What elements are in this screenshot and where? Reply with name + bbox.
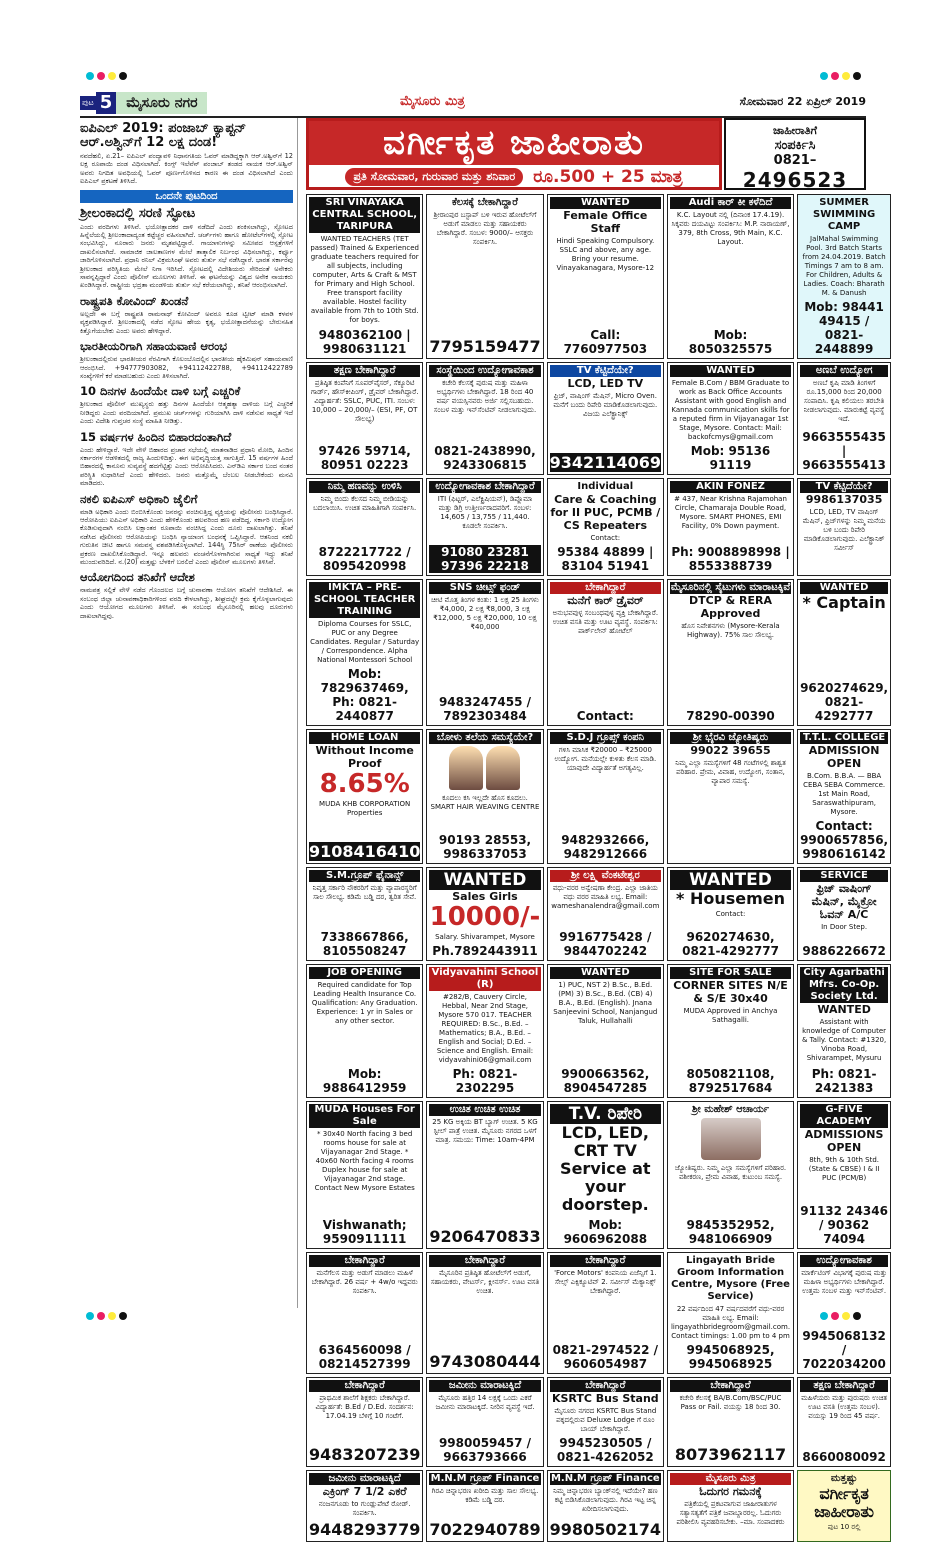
story-headline: 10 ದಿನಗಳ ಹಿಂದೆಯೇ ದಾಳಿ ಬಗ್ಗೆ ಎಚ್ಚರಿಕೆ (80, 384, 241, 399)
ad-body: 22 ವರ್ಷದಿಂದ 47 ವರ್ಷದವರೆಗೆ ವಧು-ವರರ ಮಾಹಿತಿ ಲಭ್ಯ. Email: lingayathbridegroom@gmail.com. Contact timings: 1.00 pm to 4 pm (670, 1305, 791, 1340)
classified-ad (306, 579, 423, 726)
ad-heading: HOME LOAN (309, 732, 420, 744)
ad-body: ಅಣಬೆ ಕೃಷಿ ಮಾಡಿ ತಿಂಗಳಿಗೆ ರೂ.15,000 ರಿಂದ 20,000 ಸಂಪಾದಿಸಿ. ಕೃಷಿ ಕಲಿಯಲು ತರಬೇತಿ ನೀಡಲಾಗುವುದು. ಮಾರುಕಟ್ಟೆ ವ್ಯವಸ್ಥೆ ಇದೆ. (803, 379, 885, 423)
ad-body: ನಿವೃತ್ತ ಸರ್ಕಾರಿ ನೌಕರರಿಗೆ ಮತ್ತು ವ್ಯಾಪಾರಸ್ಥರಿಗೆ ಸಾಲ ಸೌಲಭ್ಯ. ಕಡಿಮೆ ಬಡ್ಡಿ ದರ, ತ್ವರಿತ ಸೇವೆ. (312, 884, 417, 901)
ad-heading: G-FIVE ACADEMY (800, 1104, 888, 1128)
ad-subheading: ಓದುಗರ ಗಮನಕ್ಕೆ (699, 1485, 762, 1498)
ad-heading: M.N.M ಗ್ರೂಪ್ Finance (550, 1473, 660, 1484)
ad-phone: 9108416410 (309, 842, 421, 861)
ad-heading: ಜಮೀನು ಮಾರಾಟಕ್ಕಿದೆ (429, 1380, 540, 1392)
ad-heading: ಉದ್ಯೋಗಾವಕಾಶ ಬೇಕಾಗಿದ್ದಾರೆ (429, 481, 540, 493)
classified-ad (306, 964, 423, 1098)
ad-subheading: CORNER SITES N/E & S/E 30x40 (673, 979, 788, 1005)
ad-phone: Mob: 8050325575 (688, 328, 773, 356)
classified-ad (306, 729, 423, 864)
ad-body: LCD, LED, TV ವಾಷಿಂಗ್ ಮೆಷಿನ್, ಫ್ರಿಜ್‌ಗಳನ್ನು ನಿಮ್ಮ ಮನೆಯ ಬಳಿ ಬಂದು ರಿಪೇರಿ ಮಾಡಿಕೊಡಲಾಗುವುದು. ಎಲೆಕ್ಟ್ರಾನಿಕ್ ಸರ್ವೀಸ್ (802, 508, 886, 552)
ad-body: ಮಹಿಳೆಯರು ಮತ್ತು ಪುರುಷರು ಉಚಿತ ಊಟ ವಸತಿ (ಉತ್ತಮ ಸಂಬಳ). ವಯಸ್ಸು 19 ರಿಂದ 45 ವರ್ಷ. (801, 1394, 887, 1420)
ad-subheading: LCD, LED, CRT TV Service at your doorstep. (560, 1123, 651, 1214)
ad-phone: Mob: 7829637469, Ph: 0821-2440877 (320, 667, 409, 723)
classified-ad (547, 1252, 664, 1374)
ad-phone: 9620274630, 0821-4292777 (682, 930, 779, 958)
ad-phone: 7795159477 (429, 337, 541, 356)
classified-ad (426, 867, 543, 961)
story-headline: 15 ವರ್ಷಗಳ ಹಿಂದಿನ ಬಿಹಾರದಂತಾಗಿದೆ (80, 429, 232, 444)
issue-date: ಸೋಮವಾರ 22 ಏಪ್ರಿಲ್ 2019 (739, 95, 866, 108)
ad-phone: 8660080092 (802, 1450, 886, 1464)
ad-price: 8.65% (319, 769, 410, 799)
ad-body: ಮಾರ್ಕೆಟಿಂಗ್ ವಿಭಾಗಕ್ಕೆ ಪುರುಷ ಮತ್ತು ಮಹಿಳಾ ಅಭ್ಯರ್ಥಿಗಳು ಬೇಕಾಗಿದ್ದಾರೆ. ಉತ್ತಮ ಸಂಬಳ ಮತ್ತು ಇನ್‌ಸೆಂಟಿವ್. (801, 1269, 887, 1295)
classified-ad (797, 867, 891, 961)
page-number-block (80, 92, 207, 114)
ad-phone: 9342114069 (549, 453, 661, 472)
ad-body: K.C. Layout ನಲ್ಲಿ (ದಿನಾಂಕ 17.4.19). ಸಿಕ್ಕವರು ದಯವಿಟ್ಟು ಸಂಪರ್ಕಿಸಿ: M.P. ನಾರಾಯಣ್, 379, 8th Cross, 9th Main, K.C. Layout. (671, 211, 790, 246)
classified-ad (306, 362, 423, 475)
ad-phone: 9480362100 | 9980631121 (318, 328, 411, 356)
story-body: ಎಂದು ವರದಿಗಳು ತಿಳಿಸಿವೆ. ಭಯೋತ್ಪಾದಕರ ದಾಳಿ ನಡೆದಿದೆ ಎಂದು ಶಂಕಿಸಲಾಗಿದ್ದು, ಸ್ಫೋಟದ ಹಿನ್ನೆಲೆಯಲ್ಲಿ ಶ್ರೀಲಂಕಾದಾದ್ಯಂತ ಕಟ್ಟೆಚ್ಚರ ವಹಿಸಲಾಗಿದೆ. ಚರ್ಚ್‌ಗಳು ಹಾಗೂ ಹೋಟೆಲ್‌ಗಳಲ್ಲಿ ಸ್ಫೋಟ ಸಂಭವಿಸಿದ್ದು, ನೂರಾರು ಜನರು ಮೃತಪಟ್ಟಿದ್ದಾರೆ. ಗಾಯಾಳುಗಳನ್ನು ಸಮೀಪದ ಆಸ್ಪತ್ರೆಗಳಿಗೆ ದಾಖಲಿಸಲಾಗಿದೆ. ಸಾಮಾಜಿಕ ಜಾಲತಾಣಗಳ ಮೇಲೆ ತಾತ್ಕಾಲಿಕ ನಿರ್ಬಂಧ ವಿಧಿಸಲಾಗಿದ್ದು, ಕರ್ಫ್ಯೂ ಜಾರಿಗೊಳಿಸಲಾಗಿದೆ. ಪ್ರಧಾನಿ ರನಿಲ್ ವಿಕ್ರಮಸಿಂಘೆ ಅವರು ತುರ್ತು ಸಭೆ ನಡೆಸಿದ್ದಾರೆ. ಭಾರತ ಸರ್ಕಾರವು ಶ್ರೀಲಂಕಾದ ಪರಿಸ್ಥಿತಿಯ ಮೇಲೆ ನಿಗಾ ಇರಿಸಿದೆ. ಸ್ಫೋಟದಲ್ಲಿ ವಿದೇಶಿಯರು ಸೇರಿದಂತೆ ಅನೇಕರು ಸಾವನ್ನಪ್ಪಿದ್ದಾರೆ ಎಂದು ಪೊಲೀಸ್ ಮೂಲಗಳು ತಿಳಿಸಿವೆ. ಈ ಘಟನೆಯನ್ನು ವಿಶ್ವದ ಅನೇಕ ನಾಯಕರು ಖಂಡಿಸಿದ್ದಾರೆ. ರಾಷ್ಟ್ರೀಯ ಭದ್ರತಾ ಮಂಡಳಿಯ ತುರ್ತು ಸಭೆ ಕರೆಯಲಾಗಿದ್ದು, ತನಿಖೆ ಆರಂಭಿಸಲಾಗಿದೆ. (80, 222, 293, 290)
ad-phone: Mob: 9606962088 (563, 1218, 648, 1246)
registration-dots-top (86, 72, 127, 80)
ad-heading: Vidyavahini School (R) (429, 967, 540, 991)
ad-heading: ಬೇಕಾಗಿದ್ದಾರೆ (429, 1255, 540, 1267)
ad-heading: ಬೋಳು ತಲೆಯ ಸಮಸ್ಯೆಯೇ? (429, 732, 540, 744)
ad-body: ಪತ್ರಿಕೆಯಲ್ಲಿ ಪ್ರಕಟವಾಗುವ ಜಾಹೀರಾತುಗಳ ಸತ್ಯಾಸತ್ಯತೆಗೆ ಪತ್ರಿಕೆ ಜವಾಬ್ದಾರರಲ್ಲ. ಓದುಗರು ಪರಿಶೀಲಿಸಿ ವ್ಯವಹರಿಸಬೇಕು. –ಮಾ. ಸಂಪಾದಕರು (676, 1500, 785, 1526)
ad-heading: ಜಮೀನು ಮಾರಾಟಕ್ಕಿದೆ (309, 1473, 420, 1485)
ad-body: ಗಳಿಸಿ ಮಾಸಿಕ ₹20000 – ₹25000 ಉದ್ಯೋಗ. ಮನೆಯಲ್ಲೇ ಕುಳಿತು ಕೆಲಸ ಮಾಡಿ. ಯಾವುದೇ ವಿದ್ಯಾರ್ಹತೆ ಅಗತ್ಯವಿಲ್ಲ. (554, 746, 657, 772)
story-body: ಶ್ರೀಲಂಕಾದ ಪೊಲೀಸ್ ಮುಖ್ಯಸ್ಥರು ಹತ್ತು ದಿನಗಳ ಹಿಂದೆಯೇ ಆತ್ಮಹತ್ಯಾ ದಾಳಿಯ ಬಗ್ಗೆ ಎಚ್ಚರಿಕೆ ನೀಡಿದ್ದರು ಎಂದು ವರದಿಯಾಗಿದೆ. ಪ್ರಮುಖ ಚರ್ಚ್‌ಗಳನ್ನು ಗುರಿಯಾಗಿಸಿ ದಾಳಿ ನಡೆಸುವ ಸಾಧ್ಯತೆ ಇದೆ ಎಂದು ವಿದೇಶಿ ಗುಪ್ತಚರ ಸಂಸ್ಥೆ ಮಾಹಿತಿ ನೀಡಿತ್ತು. (80, 400, 293, 426)
ad-subheading: ಎಕ್ರಿಂಗ್ 7 1/2 ಎಕರೆ (322, 1485, 407, 1498)
ad-phone: 9945230505 / 0821-4262052 (556, 1436, 654, 1464)
ad-body: MUDA KHB CORPORATION Properties (319, 800, 411, 817)
ad-heading: SUMMER SWIMMING CAMP (813, 197, 876, 232)
ad-phone: Contact: (576, 709, 634, 723)
classified-ad (667, 867, 794, 961)
story-headline: ನಕಲಿ ಐಪಿಎಸ್ ಅಧಿಕಾರಿ ಜೈಲಿಗೆ (80, 491, 198, 506)
masthead (80, 92, 866, 114)
classified-title: ವರ್ಗೀಕೃತ ಜಾಹೀರಾತು (309, 121, 719, 165)
ad-body: ಪ್ರಾಥಮಿಕ ಶಾಲೆಗೆ ಶಿಕ್ಷಕರು ಬೇಕಾಗಿದ್ದಾರೆ. ವಿದ್ಯಾರ್ಹತೆ: B.Ed / D.Ed. ಸಂದರ್ಶನ: 17.04.19 ಬೆಳಿಗ್ಗೆ 10 ಗಂಟೆಗೆ. (315, 1394, 414, 1420)
ad-heading: ಸಂಸ್ಥೆಯಿಂದ ಉದ್ಯೋಗಾವಕಾಶ (429, 365, 540, 377)
classified-ad (426, 1101, 543, 1249)
ad-body: ವಧು-ವರರ ಅನ್ವೇಷಣಾ ಕೇಂದ್ರ. ಎಲ್ಲಾ ಜಾತಿಯ ವಧು ವರರ ಮಾಹಿತಿ ಲಭ್ಯ. Email: wameshanalendra@gmail.com (551, 884, 660, 910)
ad-phone: Vishwanath; 9590911111 (322, 1218, 407, 1246)
ad-phone: 91080 23281 97396 22218 (429, 545, 540, 573)
ad-heading: SITE FOR SALE (670, 967, 791, 979)
ad-phone: Mob: 95136 91119 (690, 444, 771, 472)
ad-heading: ಉದ್ಯೋಗಾವಕಾಶ (800, 1255, 888, 1267)
ad-phone: Ph: 9008898998 | 8553388739 (671, 545, 790, 573)
ad-phone: Mob: 98441 49415 / 0821-2448899 (804, 300, 884, 356)
classified-days: ಪ್ರತಿ ಸೋಮವಾರ, ಗುರುವಾರ ಮತ್ತು ಶನಿವಾರ (345, 168, 523, 186)
ad-subheading: WANTED (817, 1003, 871, 1016)
ad-heading: TV ಕೆಟ್ಟಿದೆಯೇ? (800, 481, 888, 493)
story-body: ಅಲ್ಲದೇ ಈ ಬಗ್ಗೆ ರಾಷ್ಟ್ರಪತಿ ರಾಮನಾಥ್ ಕೋವಿಂದ್ ಅವರೂ ಕೂಡ ಟ್ವೀಟ್ ಮಾಡಿ ಕಳವಳ ವ್ಯಕ್ತಪಡಿಸಿದ್ದಾರೆ. ಶ್ರೀಲಂಕಾದಲ್ಲಿ ನಡೆದ ಸ್ಫೋಟ ಹೇಯ ಕೃತ್ಯ, ಭಯೋತ್ಪಾದನೆಯನ್ನು ಬೇರುಸಹಿತ ಕಿತ್ತೊಗೆಯಬೇಕು ಎಂದು ಅವರು ಹೇಳಿದ್ದಾರೆ. (80, 309, 293, 335)
classified-ad (426, 579, 543, 726)
ad-subheading: LCD, LED TV (567, 377, 644, 390)
ad-heading: MUDA Houses For Sale (309, 1104, 420, 1128)
classified-ad (306, 1470, 423, 1542)
ad-body: ಮೈಸೂರು ನಗರದ KSRTC Bus Stand ಪಕ್ಕದಲ್ಲಿರುವ Deluxe Lodge ಗೆ ರೂಂ ಬಾಯ್ ಬೇಕಾಗಿದ್ದಾರೆ. (554, 1407, 657, 1433)
ad-body: MUDA Approved in Anchya Sathagalli. (683, 1007, 778, 1024)
face-photo (486, 746, 520, 790)
ad-phone: 6364560098 / 08214527399 (318, 1343, 411, 1371)
ad-heading: ಬೇಕಾಗಿದ್ದಾರೆ (550, 582, 661, 594)
ad-heading: ಬೇಕಾಗಿದ್ದಾರೆ (550, 1380, 661, 1392)
ad-body: ಶ್ರೀರಾಂಪುರ ಬಸ್ಟಾಪ್ ಬಳಿ ಇರುವ ಹೋಟೆಲ್‌ಗೆ ಅಡುಗೆ ಮಾಡಲು ಮತ್ತು ಸಹಾಯಕರು ಬೇಕಾಗಿದ್ದಾರೆ. ಸಂಬಳ: 9000/– ಆಸಕ್ತರು ಸಂಪರ್ಕಿಸಿ. (433, 211, 537, 246)
classified-ad (426, 1377, 543, 1467)
ad-heading: ಉಚಿತ ಉಚಿತ ಉಚಿತ (429, 1104, 540, 1116)
ad-phone: 90193 28553, 9986337053 (438, 833, 532, 861)
contact-number: 2496523 (742, 168, 848, 192)
classified-ad (797, 1470, 891, 1542)
contact-line1: ಜಾಹೀರಾತಿಗೆ (773, 124, 817, 137)
ad-contact-box (724, 118, 866, 190)
ad-phone: 7022940789 (429, 1520, 541, 1539)
ad-phone: Call: 7760977503 (563, 328, 648, 356)
classified-subline (309, 165, 719, 189)
ad-heading: SERVICE (800, 870, 888, 882)
ad-price: 10000/- (429, 902, 541, 932)
story-body: ಶ್ರೀಲಂಕಾದಲ್ಲಿರುವ ಭಾರತೀಯರ ನೆರವಿಗಾಗಿ ಕೊಲಂಬೊದಲ್ಲಿನ ಭಾರತೀಯ ಹೈಕಮಿಷನ್ ಸಹಾಯವಾಣಿ ಆರಂಭಿಸಿದೆ. +94777903082, +94112422788, +94112422789 ಸಂಖ್ಯೆಗಳಿಗೆ ಕರೆ ಮಾಡಬಹುದು ಎಂದು ತಿಳಿಸಲಾಗಿದೆ. (80, 355, 293, 380)
contact-code: 0821– (773, 153, 817, 168)
ad-body: #282/B, Cauvery Circle, Hebbal, Near 2nd Stage, Mysore 570 017. TEACHER REQUIRED: B.Sc., B.Ed. – Mathematics; B.A., B.Ed. – English and Social; D.Ed. – Science and English. Email: vidyavahini06@gmail.com (436, 993, 534, 1064)
classified-ad (306, 1377, 423, 1467)
classified-ad (797, 729, 891, 864)
classified-ad (667, 478, 794, 576)
classified-price: ರೂ.500 + 25 ಮಾತ್ರ (533, 167, 683, 187)
ad-heading: Audi ಕಾರ್ ಕೀ ಕಳೆದಿದೆ (670, 197, 791, 209)
ad-body: ಕಚೇರಿ ಕೆಲಸಕ್ಕೆ BA/B.Com/BSC/PUC Pass or Fail. ವಯಸ್ಸು 18 ರಿಂದ 30. (679, 1394, 782, 1411)
classified-ad (547, 867, 664, 961)
page-word: ಪುಟ (80, 96, 96, 110)
ad-body: WANTED TEACHERS (TET passed) Trained & Experienced graduate teachers required for all subjects, including computer, Arts & Craft & MST for Primary and High School. Free transport facility available. Hostel facility available from 7th to 10th Std. for boys. (310, 235, 419, 324)
ad-phone: 0821-2438990, 9243306815 (434, 444, 536, 472)
classified-ad (547, 964, 664, 1098)
ad-body: ಕೂದಲು ಕಸಿ ಇಲ್ಲದೇ ಹೊಸ ಕೂದಲು. SMART HAIR WEAVING CENTRE (430, 794, 540, 811)
ad-phone: 91132 24346 / 90362 74094 (800, 1204, 888, 1246)
news-column (80, 118, 298, 1308)
registration-dots-top-right (820, 72, 861, 80)
ad-subheading: 99022 39655 (690, 744, 771, 757)
ad-body: ನಿಮ್ಮ ಬಿಂದು ಕೆಲಸದ ನಿಮ್ಮ ಬೀಡಿಯನ್ನು ಬದಲಾಯಿಸಿ. ಉಚಿತ ಮಾಹಿತಿಗಾಗಿ ಸಂಪರ್ಕಿಸಿ. (313, 495, 417, 512)
classified-ad (426, 1252, 543, 1374)
ad-phone: 95384 48899 | 83104 51941 (557, 545, 654, 573)
story-headline: ಐಪಿಎಲ್ 2019: ಪಂಜಾಬ್ ಕ್ಯಾಪ್ಟನ್ ಆರ್.ಅಶ್ವಿನ್‌ಗೆ 12 ಲಕ್ಷ ದಂಡ! (80, 121, 247, 150)
classified-ad (667, 1470, 794, 1542)
classified-ad (306, 1101, 423, 1249)
ad-body: 25 KG ಅಕ್ಕಿಯ BT ಬ್ಯಾಗ್ ಉಚಿತ. 5 KG ಸ್ಟೀಲ್ ಪಾತ್ರೆ ಉಚಿತ. ಮೈಸೂರು ನಗರದ ಒಳಗೆ ಮಾತ್ರ. ಸಮಯ: Time: 10am-4PM (432, 1118, 538, 1144)
contact-line2: ಸಂಪರ್ಕಿಸಿ (774, 138, 816, 153)
ad-phone: Ph.7892443911 (432, 944, 538, 958)
ad-phone: 9620274629, 0821-4292777 (800, 681, 889, 723)
ad-body: # 437, Near Krishna Rajamohan Circle, Chamaraja Double Road, Mysore. SMART PHONES, EMI Facility, 0% Down payment. (674, 495, 787, 530)
classified-ad (667, 194, 794, 359)
ad-body: ಮೈಸೂರಿನ ಪ್ರತಿಷ್ಠಿತ ಹೋಟೆಲ್‌ಗೆ ಅಡುಗೆ, ಸಹಾಯಕರು, ವೇಟರ್ಸ್, ಕ್ಲೀನರ್ಸ್. ಊಟ ವಸತಿ ಉಚಿತ. (430, 1269, 540, 1295)
ad-body (800, 612, 888, 681)
ad-subheading: Without Income Proof (315, 744, 414, 770)
ad-phone: 9916775428 / 9844702242 (559, 930, 652, 958)
ad-heading: AKIN FONEZ (670, 481, 791, 493)
classified-ad (547, 478, 664, 576)
ad-phone: 9886226672 (802, 944, 886, 958)
ad-body: ನಿಮ್ಮ ಎಲ್ಲಾ ಸಮಸ್ಯೆಗಳಿಗೆ 48 ಗಂಟೆಗಳಲ್ಲಿ ಶಾಶ್ವತ ಪರಿಹಾರ. ಪ್ರೇಮ, ವಿವಾಹ, ಉದ್ಯೋಗ, ಸಂತಾನ, ವ್ಯಾಪಾರ ಸಮಸ್ಯೆ. (675, 759, 786, 785)
continued-heading: ಒಂದನೇ ಪುಟದಿಂದ (80, 190, 293, 203)
ad-phone: 9980502174 (549, 1520, 661, 1539)
ad-heading: ಶ್ರೀ ಲಕ್ಷ್ಮಿ ವೆಂಕಟೇಶ್ವರ (550, 870, 661, 882)
ad-subheading: * Housemen (676, 889, 786, 908)
classified-ad (426, 194, 543, 359)
registration-dots-bottom (86, 1312, 127, 1320)
ad-heading: Lingayath Bride Groom Information Centre, Mysore (Free Service) (671, 1255, 790, 1302)
ad-heading: City Agarbathi Mfrs. Co-Op. Society Ltd. (800, 967, 888, 1003)
classified-ad (547, 1377, 664, 1467)
ad-phone: 9900663562, 8904547285 (561, 1067, 650, 1095)
ad-phone: Ph: 0821-2421383 (811, 1067, 877, 1095)
ad-heading: ಮೈಸೂರು ಮಿತ್ರ (670, 1473, 791, 1485)
classified-ad (426, 362, 543, 475)
ad-body: Salary. Shivarampet, Mysore (435, 933, 535, 941)
ad-heading: WANTED (550, 197, 661, 209)
story-body: ಮಾಡಿ ಅಧಿಕಾರಿ ಎಂದು ಬಿಂಬಿಸಿಕೊಂಡು ಜನರನ್ನು ವಂಚಿಸುತ್ತಿದ್ದ ವ್ಯಕ್ತಿಯನ್ನು ಪೊಲೀಸರು ಬಂಧಿಸಿದ್ದಾರೆ. ಆರೋಪಿಯು ಐಪಿಎಸ್ ಅಧಿಕಾರಿ ಎಂದು ಹೇಳಿಕೊಂಡು ಹಲವರಿಂದ ಹಣ ಪಡೆದಿದ್ದ. ಸರ್ಕಾರಿ ಉದ್ಯೋಗ ಕೊಡಿಸುವುದಾಗಿ ನಂಬಿಸಿ ಲಕ್ಷಾಂತರ ರೂಪಾಯಿ ವಂಚಿಸಿದ್ದ ಎಂದು ದೂರು ದಾಖಲಾಗಿತ್ತು. ತನಿಖೆ ನಡೆಸಿದ ಪೊಲೀಸರು ಆರೋಪಿಯನ್ನು ಬಂಧಿಸಿ ನ್ಯಾಯಾಂಗ ಬಂಧನಕ್ಕೆ ಒಪ್ಪಿಸಿದ್ದಾರೆ. ಆತನಿಂದ ನಕಲಿ ಗುರುತಿನ ಚೀಟಿ ಹಾಗೂ ಸಮವಸ್ತ್ರ ವಶಪಡಿಸಿಕೊಳ್ಳಲಾಗಿದೆ. 144ಸ್ಥಿ 75ಸಿರ್ ಠಾಣೆಯ ಪೊಲೀಸರು ಪ್ರಕರಣ ದಾಖಲಿಸಿಕೊಂಡಿದ್ದಾರೆ. ಇನ್ನೂ ಹಲವರು ವಂಚನೆಗೊಳಗಾಗಿರುವ ಸಾಧ್ಯತೆ ಇದ್ದು ತನಿಖೆ ಮುಂದುವರಿದಿದೆ. ನ.(20) ಮತ್ತಷ್ಟು ಬೆಳಕಿಗೆ ಬರಲಿದೆ ಎಂದು ಪೊಲೀಸ್ ಮೂಲಗಳು ತಿಳಿಸಿವೆ. (80, 507, 293, 566)
ad-subheading: ಫ್ರಿಜ್ ವಾಷಿಂಗ್ ಮೆಷಿನ್, ಮೈಕ್ರೋ ಓವನ್ A/C (811, 882, 877, 921)
ad-subheading: Sales Girls (452, 890, 518, 903)
ad-phone: 9206470833 (429, 1227, 541, 1246)
ad-heading: S.D.J ಗ್ರೂಪ್ಸ್ ಕಂಪನಿ (550, 732, 661, 744)
ad-body: * 30x40 North facing 3 bed rooms house for sale at Vijayanagar 2nd Stage. * 40x60 North facing 4 rooms Duplex house for sale at Vijayanagar 2nd stage. Contact New Mysore Estates (314, 1130, 415, 1192)
classified-ad (797, 1377, 891, 1467)
ad-body: ಫ್ರಿಜ್, ವಾಷಿಂಗ್ ಮೆಷಿನ್, Micro Oven. ಮನೆಗೆ ಬಂದು ರಿಪೇರಿ ಮಾಡಿಕೊಡಲಾಗುವುದು. ವಿಜಯ ಎಲೆಕ್ಟ್ರಾನಿಕ್ಸ್ (553, 392, 658, 418)
ad-heading: ತಕ್ಷಣ ಬೇಕಾಗಿದ್ದಾರೆ (800, 1380, 888, 1392)
classified-ad (306, 1252, 423, 1374)
ad-body: Required candidate for Top Leading Health Insurance Co. Qualification: Any Graduation. Experience: 1 yr in Sales or any other sector. (311, 981, 418, 1025)
ad-subheading: Female Office Staff (563, 209, 648, 235)
ad-body: 8th, 9th & 10th Std. (State & CBSE) I & II PUC (PCM/B) (808, 1156, 880, 1182)
ad-heading: WANTED (550, 967, 661, 979)
classified-ad (797, 362, 891, 475)
ad-phone: Contact: 9900657856, 9980616142 (800, 819, 889, 861)
ad-body: Contact: (715, 910, 746, 918)
ad-subheading: 9986137035 (805, 493, 883, 506)
classified-ad (306, 478, 423, 576)
ad-phone: 9743080444 (429, 1352, 541, 1371)
story-headline: ಶ್ರೀಲಂಕಾದಲ್ಲಿ ಸರಣಿ ಸ್ಫೋಟ (80, 205, 196, 221)
ad-body: Contact: (590, 534, 621, 542)
ad-body: ಅನುಭವವುಳ್ಳ ಸಂಬಂಧವುಳ್ಳ ವ್ಯಕ್ತಿ ಬೇಕಾಗಿದ್ದಾರೆ. ಉಚಿತ ವಸತಿ ಮತ್ತು ಊಟ ವ್ಯವಸ್ಥೆ. ಸಂಪರ್ಕಿಸಿ: ಪಾರ್ಕ್‌ಲೇನ್ ಹೋಟೆಲ್ (552, 609, 659, 635)
classified-ad (306, 194, 423, 359)
face-photo (449, 746, 483, 790)
classified-ads-grid (306, 194, 889, 1539)
ad-phone: Ph: 0821-2302295 (452, 1067, 518, 1095)
story-body: ಎಂದು ಹೇಳಿದ್ದಾರೆ. ಇದೇ ವೇಳೆ ಬಿಹಾರದ ಪ್ರಚಾರ ಸಭೆಯಲ್ಲಿ ಮಾತನಾಡಿದ ಪ್ರಧಾನಿ ಮೋದಿ, ಹಿಂದಿನ ಸರ್ಕಾರಗಳ ಆಡಳಿತದಲ್ಲಿ ರಾಜ್ಯ ಹಿಂದುಳಿದಿತ್ತು. ಈಗ ಅಭಿವೃದ್ಧಿಯತ್ತ ಸಾಗುತ್ತಿದೆ. 15 ವರ್ಷಗಳ ಹಿಂದೆ ಬಿಹಾರದಲ್ಲಿ ಕಾನೂನು ಸುವ್ಯವಸ್ಥೆ ಹದಗೆಟ್ಟಿತ್ತು ಎಂದು ಆರೋಪಿಸಿದರು. ಎನ್‌ಡಿಎ ಸರ್ಕಾರ ಬಂದ ನಂತರ ಪರಿಸ್ಥಿತಿ ಸುಧಾರಿಸಿದೆ ಎಂದು ಹೇಳಿದರು. ಜನರು ಮತ್ತೊಮ್ಮೆ ಬೆಂಬಲ ನೀಡಬೇಕೆಂದು ಮನವಿ ಮಾಡಿದರು. (80, 445, 293, 488)
ad-phone: 9945068132 / 7022034200 (802, 1329, 886, 1371)
ad-phone: 9482932666, 9482912666 (561, 833, 650, 861)
story-body: ನವದೆಹಲಿ, ಏ.21– ಐಪಿಎಲ್ ಪಂದ್ಯಾವಳಿ ನಿಧಾನಗತಿಯ ಓವರ್ ಮಾಡಿದ್ದಕ್ಕಾಗಿ ಆರ್.ಅಶ್ವಿನ್‌ಗೆ 12 ಲಕ್ಷ ರೂಪಾಯಿ ದಂಡ ವಿಧಿಸಲಾಗಿದೆ. ಕಿಂಗ್ಸ್ ಇಲೆವೆನ್ ಪಂಜಾಬ್ ತಂಡದ ನಾಯಕ ಆರ್.ಅಶ್ವಿನ್ ಅವರು ನಿಗದಿತ ಅವಧಿಯಲ್ಲಿ ಓವರ್ ಪೂರ್ಣಗೊಳಿಸದ ಕಾರಣ ಈ ದಂಡ ವಿಧಿಸಲಾಗಿದೆ ಎಂದು ಐಪಿಎಲ್ ಪ್ರಕಟಣೆ ತಿಳಿಸಿದೆ. (80, 152, 293, 186)
classified-ad (306, 867, 423, 961)
story-headline: ರಾಷ್ಟ್ರಪತಿ ಕೋವಿಂದ್ ಖಂಡನೆ (80, 293, 189, 308)
ad-subheading: ADMISSION OPEN (808, 744, 880, 770)
ad-heading: WANTED (670, 365, 791, 377)
classified-ad (797, 1252, 891, 1374)
classified-ad (547, 362, 664, 475)
ad-heading: IMKTA – PRE-SCHOOL TEACHER TRAINING (309, 582, 420, 618)
classified-ad (667, 964, 794, 1098)
ad-body: JalMahal Swimming Pool. 3rd Batch Starts from 24.04.2019. Batch Timings 7 am to 8 am. For Children, Adults & Ladies. Coach: Bharath M. & Danush (802, 235, 886, 297)
classified-ad (667, 1101, 794, 1249)
ad-phone: 9945068925, 9945068925 (686, 1343, 775, 1371)
ad-phone: 9845352952, 9481066909 (686, 1218, 775, 1246)
classified-ad (426, 478, 543, 576)
classified-ad (797, 478, 891, 576)
paper-name: ಮೈಸೂರು ಮಿತ್ರ (400, 94, 465, 109)
ad-body: ITI (ಫಿಟ್ಟರ್, ಎಲೆಕ್ಟ್ರಿಷಿಯನ್), ಡಿಪ್ಲೊಮಾ ಮತ್ತು ಡಿಗ್ರಿ ಉತ್ತೀರ್ಣರಾದವರಿಗೆ. ಸಂಬಳ: 14,605 / 13,755 / 11,440. ಕೂಡಲೇ ಸಂಪರ್ಕಿಸಿ. (437, 495, 533, 530)
ad-subheading: * Captain (802, 593, 886, 612)
classified-ad (797, 579, 891, 726)
ad-phone: 9980059457 / 9663793666 (438, 1436, 532, 1464)
ad-heading: ಮೈಸೂರಿನಲ್ಲಿ ಸೈಟುಗಳು ಮಾರಾಟಕ್ಕಿವೆ (670, 582, 791, 593)
ad-body: 1) PUC, NST 2) B.Sc., B.Ed. (PM) 3) B.Sc., B.Ed. (CB) 4) B.A., B.Ed. (English). Jnana Sanjeevini School, Nanjangud Taluk, Hullahalli (553, 981, 658, 1025)
ad-phone: 9483247455 / 7892303484 (438, 695, 532, 723)
ad-heading: ಬೇಕಾಗಿದ್ದಾರೆ (309, 1380, 420, 1392)
ad-heading: ಅಣಬೆ ಉದ್ಯೋಗ (800, 365, 888, 377)
classified-ad (797, 194, 891, 359)
classified-ad (426, 1470, 543, 1542)
ad-body: ಪುಟ 10 ರಲ್ಲಿ (827, 1523, 861, 1531)
classified-ad (667, 579, 794, 726)
classified-ad (667, 1377, 794, 1467)
ad-phone: 8050821108, 8792517684 (686, 1067, 775, 1095)
ad-subheading: ADMISSIONS OPEN (804, 1128, 884, 1154)
classified-ad (547, 1470, 664, 1542)
classified-ad (667, 1252, 794, 1374)
ad-heading: ಮತ್ತಷ್ಟು (830, 1473, 858, 1484)
ad-heading: T.V. ರಿಪೇರಿ (550, 1104, 661, 1124)
ad-body: Assistant with knowledge of Computer & Tally. Contact: #1320, Vinoba Road, Shivarampet, Mysuru (801, 1018, 887, 1062)
ad-body: ಮೈಸೂರು ಹತ್ತಿರ 14 ಲಕ್ಷಕ್ಕೆ ಒಂದು ಎಕರೆ ಜಮೀನು ಮಾರಾಟಕ್ಕಿದೆ. ನೀರಿನ ವ್ಯವಸ್ಥೆ ಇದೆ. (435, 1394, 535, 1411)
classified-ad (547, 729, 664, 864)
ad-heading: S.M.ಗ್ರೂಪ್ ಫೈನಾನ್ಸ್ (309, 870, 420, 882)
ad-body: Hindi Speaking Compulsory. SSLC and above, any age. Bring your resume. Vinayakanagara, Mysore-12 (556, 237, 655, 272)
classified-ad (667, 729, 794, 864)
ad-heading: JOB OPENING (309, 967, 420, 979)
story-headline: ಭಾರತೀಯರಿಗಾಗಿ ಸಹಾಯವಾಣಿ ಆರಂಭ (80, 339, 228, 354)
ad-body: ನಂಜನಗೂಡು to ಗುಂಡ್ಲುಪೇಟೆ ರೋಡ್. ಸಂಪರ್ಕಿಸಿ. (318, 1500, 411, 1517)
ad-subheading: ವರ್ಗೀಕೃತ ಜಾಹೀರಾತು (814, 1484, 874, 1521)
classified-ad (547, 1101, 664, 1249)
classified-ad (667, 362, 794, 475)
classified-ad (547, 579, 664, 726)
classified-ad (797, 1101, 891, 1249)
classified-ad (426, 729, 543, 864)
ad-heading: ನಿಮ್ಮ ಹಣವನ್ನು ಉಳಿಸಿ (309, 481, 420, 493)
section-title: ಮೈಸೂರು ನಗರ (116, 92, 207, 114)
ad-subheading: DTCP & RERA Approved (689, 594, 773, 620)
ad-heading: ತಕ್ಷಣ ಬೇಕಾಗಿದ್ದಾರೆ (309, 365, 420, 377)
ad-phone: 9663555435 | 9663555413 (802, 430, 886, 472)
ad-phone: 8722217722 / 8095420998 (318, 545, 411, 573)
ad-body: ಪ್ರತಿಷ್ಠಿತ ಕಂಪೆನಿಗೆ ಸೂಪರ್‌ವೈಸರ್, ಸೆಕ್ಯೂರಿಟಿ ಗಾರ್ಡ್, ಹೌಸ್‌ಕೀಪಿಂಗ್, ಡ್ರೈವರ್ ಬೇಕಾಗಿದ್ದಾರೆ. ವಿದ್ಯಾರ್ಹತೆ: SSLC, PUC, ITI. ಸಂಬಳ: 10,000 – 20,000/– (ESI, PF, OT ಸೌಲಭ್ಯ) (310, 379, 419, 423)
ad-heading: TV ಕೆಟ್ಟಿದೆಯೇ? (550, 365, 661, 377)
ad-phone: 78290-00390 (686, 709, 775, 723)
ad-phone: 9483207239 (309, 1445, 421, 1464)
ad-body: Female B.Com / BBM Graduate to work as Back Office Accounts Assistant with good English and Kannada communication skills for a reputed firm in Vijayanagar 1st Stage, Mysore. Contact: Mail: backofcmys@gmail.com (671, 379, 790, 441)
classified-banner (306, 118, 722, 190)
ad-body: ಕಚೇರಿ ಕೆಲಸಕ್ಕೆ ಪುರುಷ ಮತ್ತು ಮಹಿಳಾ ಅಭ್ಯರ್ಥಿಗಳು ಬೇಕಾಗಿದ್ದಾರೆ. 18 ರಿಂದ 40 ವರ್ಷ ವಯಸ್ಸಿನವರು ಅರ್ಜಿ ಸಲ್ಲಿಸಬಹುದು. ಸಂಬಳ ಮತ್ತು ಇನ್‌ಸೆಂಟಿವ್ ನೀಡಲಾಗುವುದು. (433, 379, 537, 414)
ad-heading: ಬೇಕಾಗಿದ್ದಾರೆ (550, 1255, 661, 1267)
ad-phone: 0821-2974522 / 9606054987 (552, 1343, 659, 1371)
ad-heading: SRI VINAYAKA CENTRAL SCHOOL, TARIPURA (309, 197, 420, 233)
ad-body: ಗಿರವಿ ಚಿನ್ನಾಭರಣ ಖರೀದಿ ಮತ್ತು ಸಾಲ ಸೌಲಭ್ಯ. ಕಡಿಮೆ ಬಡ್ಡಿ ದರ. (431, 1487, 539, 1504)
ad-heading: ಬೇಕಾಗಿದ್ದಾರೆ (309, 1255, 420, 1267)
ad-heading: T.T.L. COLLEGE (800, 732, 888, 744)
ad-subheading: KSRTC Bus Stand (551, 1392, 659, 1405)
ad-heading: ಶ್ರೀ ಭೈರವಿ ಜ್ಯೋತಿಷ್ಯರು (670, 732, 791, 744)
ad-heading: Individual (577, 481, 634, 492)
story-headline: ಆಯೋಗದಿಂದ ತನಿಖೆಗೆ ಆದೇಶ (80, 570, 195, 585)
ad-phone: 97426 59714, 80951 02223 (318, 444, 411, 472)
ad-heading: ಕೆಲಸಕ್ಕೆ ಬೇಕಾಗಿದ್ದಾರೆ (452, 197, 518, 208)
ad-body: ಚೀಟಿ ಮೊತ್ತ ತಿಂಗಳ ಕಂತು: 1 ಲಕ್ಷ 25 ತಿಂಗಳು ₹4,000, 2 ಲಕ್ಷ ₹8,000, 3 ಲಕ್ಷ ₹12,000, 5 ಲಕ್ಷ ₹20,000, 10 ಲಕ್ಷ ₹40,000 (431, 596, 539, 631)
classified-ad (797, 964, 891, 1098)
ad-heading: M.N.M ಗ್ರೂಪ್ Finance (430, 1473, 540, 1484)
classified-ad (547, 194, 664, 359)
ad-heading: ಬೇಕಾಗಿದ್ದಾರೆ (670, 1380, 791, 1392)
ad-body: In Door Step. (821, 923, 868, 931)
ad-heading: SNS ಚೀಟ್ಸ್ ಫಂಡ್ (429, 582, 540, 594)
ad-photo (449, 746, 520, 790)
ad-body: B.Com. B.B.A. — BBA CEBA SEBA Commerce. 1st Main Road, Saraswathipuram, Mysore. (803, 772, 886, 816)
ad-body: ಹೊಸ ನಿವೇಶನಗಳು (Mysore-Kerala Highway). 75% ಸಾಲ ಸೌಲಭ್ಯ. (681, 622, 780, 639)
ad-phone: 9448293779 (309, 1520, 421, 1539)
ad-heading: WANTED (429, 870, 540, 890)
ad-heading: ಶ್ರೀ ಮಹೇಶ್ ಆಚಾರ್ಯ (691, 1104, 770, 1115)
ad-body: ಜ್ಯೋತಿಷ್ಯರು. ನಿಮ್ಮ ಎಲ್ಲಾ ಸಮಸ್ಯೆಗಳಿಗೆ ಪರಿಹಾರ. ವಶೀಕರಣ, ಪ್ರೇಮ ವಿವಾಹ, ಕುಟುಂಬ ಸಮಸ್ಯೆ. (674, 1164, 787, 1181)
ad-heading: WANTED (670, 870, 791, 890)
page-number: 5 (96, 92, 117, 114)
ad-body: 'Force Motors' ಕಂಪನಿಯ ಏಜೆನ್ಸಿಗೆ 1. ಸೇಲ್ಸ್ ಎಕ್ಸಿಕ್ಯೂಟಿವ್ 2. ಸರ್ವೀಸ್ ಮೆಕ್ಯಾನಿಕ್ಸ್ ಬೇಕಾಗಿದ್ದಾರೆ. (554, 1269, 657, 1295)
ad-phone: Mob: 9886412959 (322, 1067, 407, 1095)
classified-ad (426, 964, 543, 1098)
story-body: ನಾಮಪತ್ರ ಸಲ್ಲಿಕೆ ವೇಳೆ ನಡೆದ ಗೊಂದಲದ ಬಗ್ಗೆ ಚುನಾವಣಾ ಆಯೋಗ ತನಿಖೆಗೆ ಆದೇಶಿಸಿದೆ. ಈ ಸಂಬಂಧ ಜಿಲ್ಲಾ ಚುನಾವಣಾಧಿಕಾರಿಗಳಿಂದ ವರದಿ ಕೇಳಲಾಗಿದ್ದು, ಶೀಘ್ರದಲ್ಲೇ ಕ್ರಮ ಕೈಗೊಳ್ಳಲಾಗುವುದು ಎಂದು ಆಯೋಗದ ಮೂಲಗಳು ತಿಳಿಸಿವೆ. ಈ ಸಂಬಂಧ ಮೈಸೂರಿನಲ್ಲಿ ಹಲವು ದೂರುಗಳು ದಾಖಲಾಗಿದ್ದವು. (80, 586, 293, 620)
ad-body: Diploma Courses for SSLC, PUC or any Degree Candidates. Regular / Saturday / Correspondence. Alpha National Montessori School (310, 620, 420, 664)
ad-subheading: Care & Coaching for II PUC, PCMB / CS Repeaters (550, 493, 661, 532)
ad-body: ಮನೆಗೆಲಸ ಮತ್ತು ಅಡುಗೆ ಮಾಡಲು ಮಹಿಳೆ ಬೇಕಾಗಿದ್ದಾರೆ. 26 ವರ್ಷ + 4w/o ಇದ್ದವರು ಸಂಪರ್ಕಿಸಿ. (311, 1269, 418, 1295)
ad-heading: WANTED (800, 582, 888, 594)
astrologer-photo (701, 1118, 761, 1160)
ad-body: ನಿಮ್ಮ ಚಿನ್ನಾಭರಣ ಬ್ಯಾಂಕ್‌ನಲ್ಲಿ ಇದೆಯೇ? ಹಣ ಕಟ್ಟಿ ಬಿಡಿಸಿಕೊಡಲಾಗುವುದು. ಗಿರವಿ ಇಟ್ಟ ಚಿನ್ನ ಖರೀದಿಸಲಾಗುವುದು. (553, 1487, 658, 1513)
ad-subheading: ಮನೆಗೆ ಕಾರ್ ಡ್ರೈವರ್ (567, 594, 644, 607)
ad-phone: 8073962117 (674, 1445, 787, 1464)
ad-phone: 7338667866, 8105508247 (320, 930, 409, 958)
